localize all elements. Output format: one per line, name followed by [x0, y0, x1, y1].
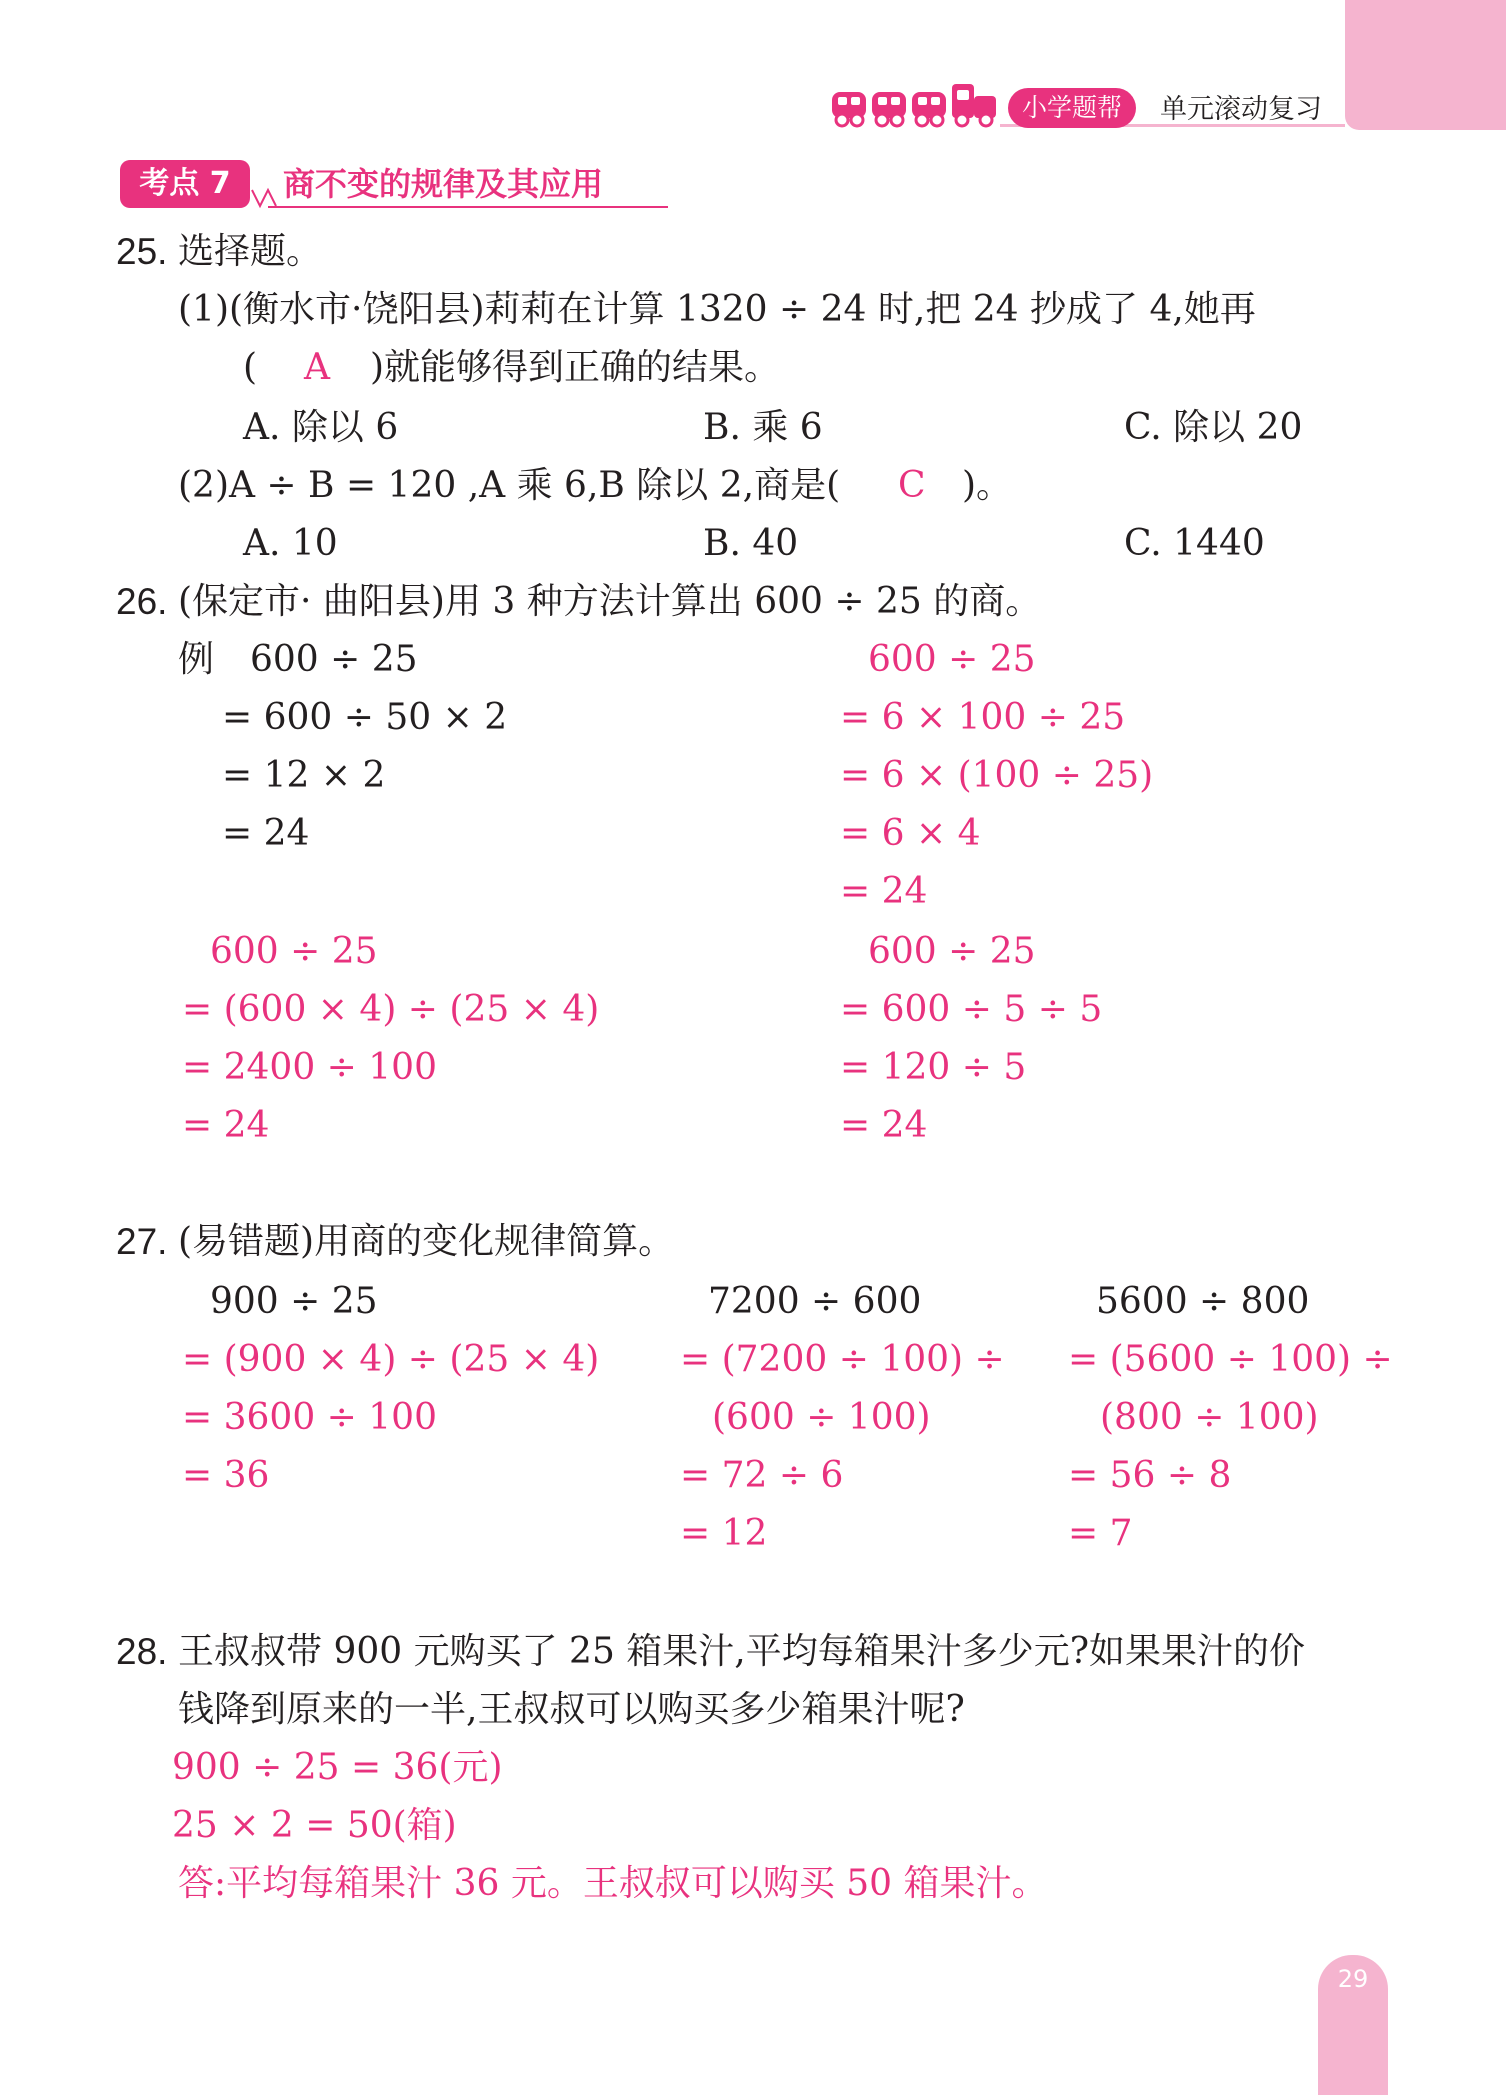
- q26-example-line: 600 ÷ 25: [250, 639, 418, 680]
- q26-method2-line: = 6 × (100 ÷ 25): [840, 755, 1154, 796]
- section-badge: 考点 7: [120, 160, 250, 208]
- q27-col2-line: = (7200 ÷ 100) ÷: [680, 1339, 1005, 1380]
- q25-sub2-bracket-close: )。: [962, 465, 1013, 506]
- q27-col3-line: = 56 ÷ 8: [1068, 1455, 1232, 1496]
- q25-sub1-option-a: A. 除以 6: [243, 407, 399, 448]
- q26-method2-line: = 6 × 100 ÷ 25: [840, 697, 1126, 738]
- q25-sub2-option-a: A. 10: [243, 523, 338, 564]
- q25-sub1-option-c: C. 除以 20: [1124, 407, 1303, 448]
- q25-sub2-option-c: C. 1440: [1124, 523, 1265, 564]
- q25-stem: 选择题。: [178, 231, 323, 272]
- q26-method3-line: = 24: [182, 1105, 270, 1146]
- q27-col2-line: = 72 ÷ 6: [680, 1455, 844, 1496]
- page-number: 29: [1337, 1965, 1369, 1993]
- q25-sub2-option-b: B. 40: [703, 523, 799, 564]
- q28-number: 28.: [116, 1631, 168, 1672]
- q27-number: 27.: [116, 1221, 168, 1262]
- q26-example-line: = 600 ÷ 50 × 2: [222, 697, 508, 738]
- q28-answer-sentence: 答:平均每箱果汁 36 元。王叔叔可以购买 50 箱果汁。: [178, 1863, 1048, 1904]
- q28-answer-line: 25 × 2 = 50(箱): [172, 1805, 457, 1846]
- q26-method4-line: 600 ÷ 25: [868, 931, 1036, 972]
- q26-method3-line: = (600 × 4) ÷ (25 × 4): [182, 989, 600, 1030]
- q27-col1-line: = (900 × 4) ÷ (25 × 4): [182, 1339, 600, 1380]
- q28-line1: 王叔叔带 900 元购买了 25 箱果汁,平均每箱果汁多少元?如果果汁的价: [178, 1631, 1306, 1672]
- q25-sub1-option-b: B. 乘 6: [703, 407, 823, 448]
- q26-example-line: = 24: [222, 813, 310, 854]
- q26-number: 26.: [116, 581, 168, 622]
- q26-method4-line: = 24: [840, 1105, 928, 1146]
- q25-number: 25.: [116, 231, 168, 272]
- q27-col1-head: 900 ÷ 25: [210, 1281, 378, 1322]
- q27-col3-line: = (5600 ÷ 100) ÷: [1068, 1339, 1393, 1380]
- q25-sub1-bracket-open: (: [243, 347, 258, 388]
- q28-line2: 钱降到原来的一半,王叔叔可以购买多少箱果汁呢?: [178, 1689, 965, 1730]
- q27-col2-line: (600 ÷ 100): [712, 1397, 931, 1438]
- q27-stem: (易错题)用商的变化规律简算。: [178, 1221, 675, 1262]
- q27-col2-line: = 12: [680, 1513, 768, 1554]
- q27-col2-head: 7200 ÷ 600: [708, 1281, 922, 1322]
- q26-method4-line: = 600 ÷ 5 ÷ 5: [840, 989, 1103, 1030]
- q26-method2-line: 600 ÷ 25: [868, 639, 1036, 680]
- q25-sub1-line1: (1)(衡水市·饶阳县)莉莉在计算 1320 ÷ 24 时,把 24 抄成了 4,她再: [178, 289, 1256, 330]
- q27-col1-line: = 3600 ÷ 100: [182, 1397, 437, 1438]
- q26-method4-line: = 120 ÷ 5: [840, 1047, 1027, 1088]
- q26-stem: (保定市· 曲阳县)用 3 种方法计算出 600 ÷ 25 的商。: [178, 581, 1042, 622]
- q26-method2-line: = 24: [840, 871, 928, 912]
- header-tab: [1345, 0, 1506, 130]
- q25-sub2-answer: C: [898, 465, 926, 506]
- q26-method3-line: 600 ÷ 25: [210, 931, 378, 972]
- brand-badge: 小学题帮: [1008, 88, 1136, 128]
- train-icon: [830, 80, 1000, 132]
- q25-sub1-answer: A: [304, 347, 330, 388]
- q27-col3-head: 5600 ÷ 800: [1096, 1281, 1310, 1322]
- q25-sub1-line2: )就能够得到正确的结果。: [370, 347, 781, 388]
- section-title: 商不变的规律及其应用: [283, 165, 604, 203]
- q28-answer-line: 900 ÷ 25 = 36(元): [172, 1747, 503, 1788]
- q26-method3-line: = 2400 ÷ 100: [182, 1047, 437, 1088]
- q27-col1-line: = 36: [182, 1455, 270, 1496]
- unit-title: 单元滚动复习: [1160, 94, 1322, 125]
- section-underline: [268, 206, 668, 208]
- q27-col3-line: = 7: [1068, 1513, 1133, 1554]
- q26-example-line: = 12 × 2: [222, 755, 386, 796]
- q27-col3-line: (800 ÷ 100): [1100, 1397, 1319, 1438]
- q25-sub2-stem: (2)A ÷ B = 120 ,A 乘 6,B 除以 2,商是(: [178, 465, 841, 506]
- q26-method2-line: = 6 × 4: [840, 813, 981, 854]
- q26-example-label: 例: [178, 639, 215, 680]
